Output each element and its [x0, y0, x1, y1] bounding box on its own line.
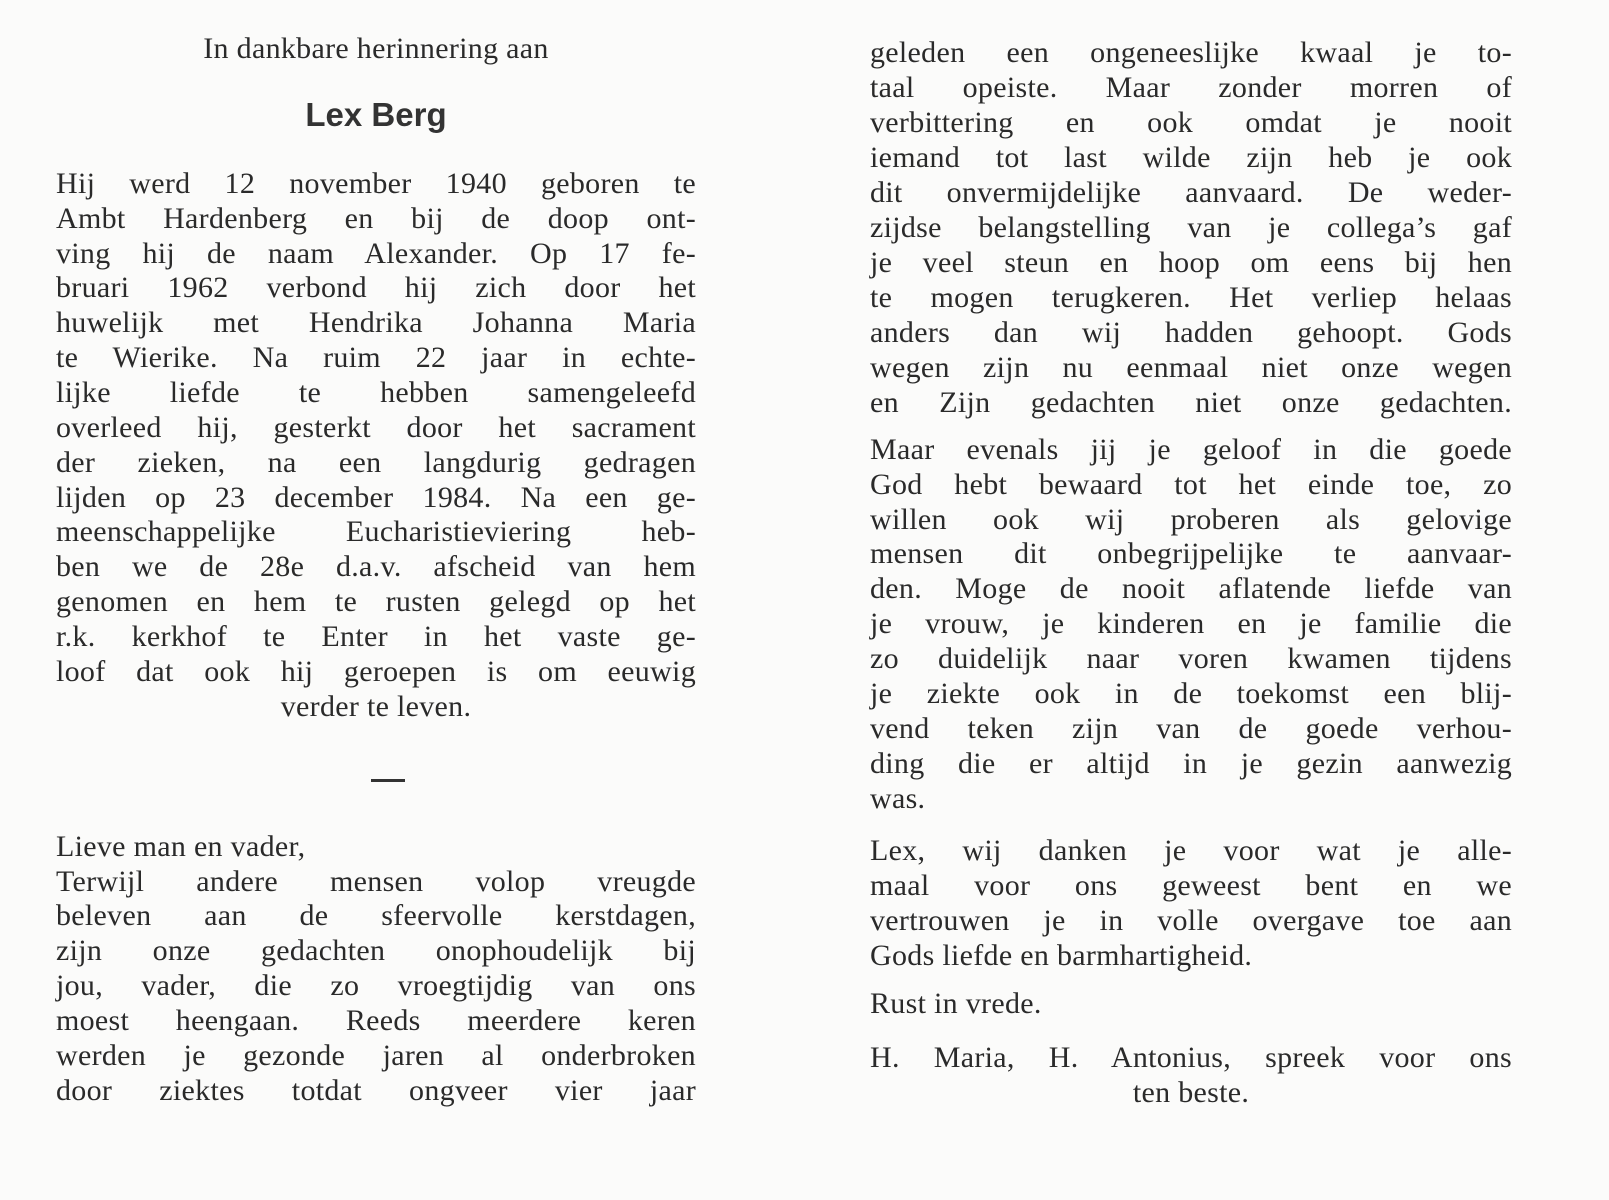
biography-line: ben we de 28e d.a.v. afscheid van hem: [56, 550, 696, 583]
letter-line: vertrouwen je in volle overgave toe aan: [870, 904, 1512, 937]
letter-line: Maar evenals jij je geloof in die goede: [870, 433, 1512, 466]
letter-line: God hebt bewaard tot het einde toe, zo: [870, 468, 1512, 501]
biography-line: huwelijk met Hendrika Johanna Maria: [56, 306, 696, 339]
letter-line: je veel steun en hoop om eens bij hen: [870, 246, 1512, 279]
letter-line: zijdse belangstelling van je collega’s gaf: [870, 211, 1512, 244]
biography-line: der zieken, na een langdurig gedragen: [56, 446, 696, 479]
letter-line: Gods liefde en barmhartigheid.: [870, 939, 1253, 972]
letter-line: wegen zijn nu eenmaal niet onze wegen: [870, 351, 1512, 384]
letter-line: den. Moge de nooit aflatende liefde van: [870, 572, 1512, 605]
prayer-line: H. Maria, H. Antonius, spreek voor ons: [870, 1041, 1512, 1074]
letter-line: vend teken zijn van de goede verhou-: [870, 712, 1512, 745]
letter-line: maal voor ons geweest bent en we: [870, 869, 1512, 902]
letter-line: taal opeiste. Maar zonder morren of: [870, 71, 1512, 104]
letter-line: zo duidelijk naar voren kwamen tijdens: [870, 642, 1512, 675]
closing-text: Rust in vrede.: [870, 987, 1042, 1020]
letter-line: en Zijn gedachten niet onze gedachten.: [870, 386, 1512, 419]
biography-line: verder te leven.: [280, 690, 472, 723]
letter-line: was.: [870, 782, 926, 815]
biography-line: r.k. kerkhof te Enter in het vaste ge-: [56, 620, 696, 653]
letter-line: willen ook wij proberen als gelovige: [870, 503, 1512, 536]
letter-line: mensen dit onbegrijpelijke te aanvaar-: [870, 537, 1512, 570]
biography-line: loof dat ook hij geroepen is om eeuwig: [56, 655, 696, 688]
letter-line: te mogen terugkeren. Het verliep helaas: [870, 281, 1512, 314]
letter-line: je ziekte ook in de toekomst een blij-: [870, 677, 1512, 710]
letter-line: dit onvermijdelijke aanvaard. De weder-: [870, 176, 1512, 209]
letter-line: ding die er altijd in je gezin aanwezig: [870, 747, 1512, 780]
letter-line: werden je gezonde jaren al onderbroken: [56, 1039, 696, 1072]
biography-line: lijden op 23 december 1984. Na een ge-: [56, 481, 696, 514]
biography-line: ving hij de naam Alexander. Op 17 fe-: [56, 237, 696, 270]
biography-line: bruari 1962 verbond hij zich door het: [56, 271, 696, 304]
biography-line: Ambt Hardenberg en bij de doop ont-: [56, 202, 696, 235]
letter-line: je vrouw, je kinderen en je familie die: [870, 607, 1512, 640]
deceased-name: Lex Berg: [305, 96, 447, 133]
letter-line: moest heengaan. Reeds meerdere keren: [56, 1004, 696, 1037]
biography-line: te Wierike. Na ruim 22 jaar in echte-: [56, 341, 696, 374]
salutation: Lieve man en vader,: [56, 830, 306, 863]
letter-line: Lex, wij danken je voor wat je alle-: [870, 834, 1512, 867]
letter-line: jou, vader, die zo vroegtijdig van ons: [56, 969, 696, 1002]
biography-line: lijke liefde te hebben samengeleefd: [56, 376, 696, 409]
biography-line: Hij werd 12 november 1940 geboren te: [56, 167, 696, 200]
letter-line: geleden een ongeneeslijke kwaal je to-: [870, 36, 1512, 69]
biography-line: overleed hij, gesterkt door het sacrament: [56, 411, 696, 444]
letter-line: Terwijl andere mensen volop vreugde: [56, 865, 696, 898]
letter-line: verbittering en ook omdat je nooit: [870, 106, 1512, 139]
letter-line: iemand tot last wilde zijn heb je ook: [870, 141, 1512, 174]
biography-line: genomen en hem te rusten gelegd op het: [56, 585, 696, 618]
letter-line: anders dan wij hadden gehoopt. Gods: [870, 316, 1512, 349]
biography-line: meenschappelijke Eucharistieviering heb-: [56, 515, 696, 548]
letter-line: zijn onze gedachten onophoudelijk bij: [56, 934, 696, 967]
section-divider: [371, 779, 405, 782]
letter-line: beleven aan de sfeervolle kerstdagen,: [56, 899, 696, 932]
prayer-line: ten beste.: [1132, 1076, 1250, 1109]
letter-line: door ziektes totdat ongveer vier jaar: [56, 1074, 696, 1107]
intro-text: In dankbare herinnering aan: [203, 32, 549, 65]
